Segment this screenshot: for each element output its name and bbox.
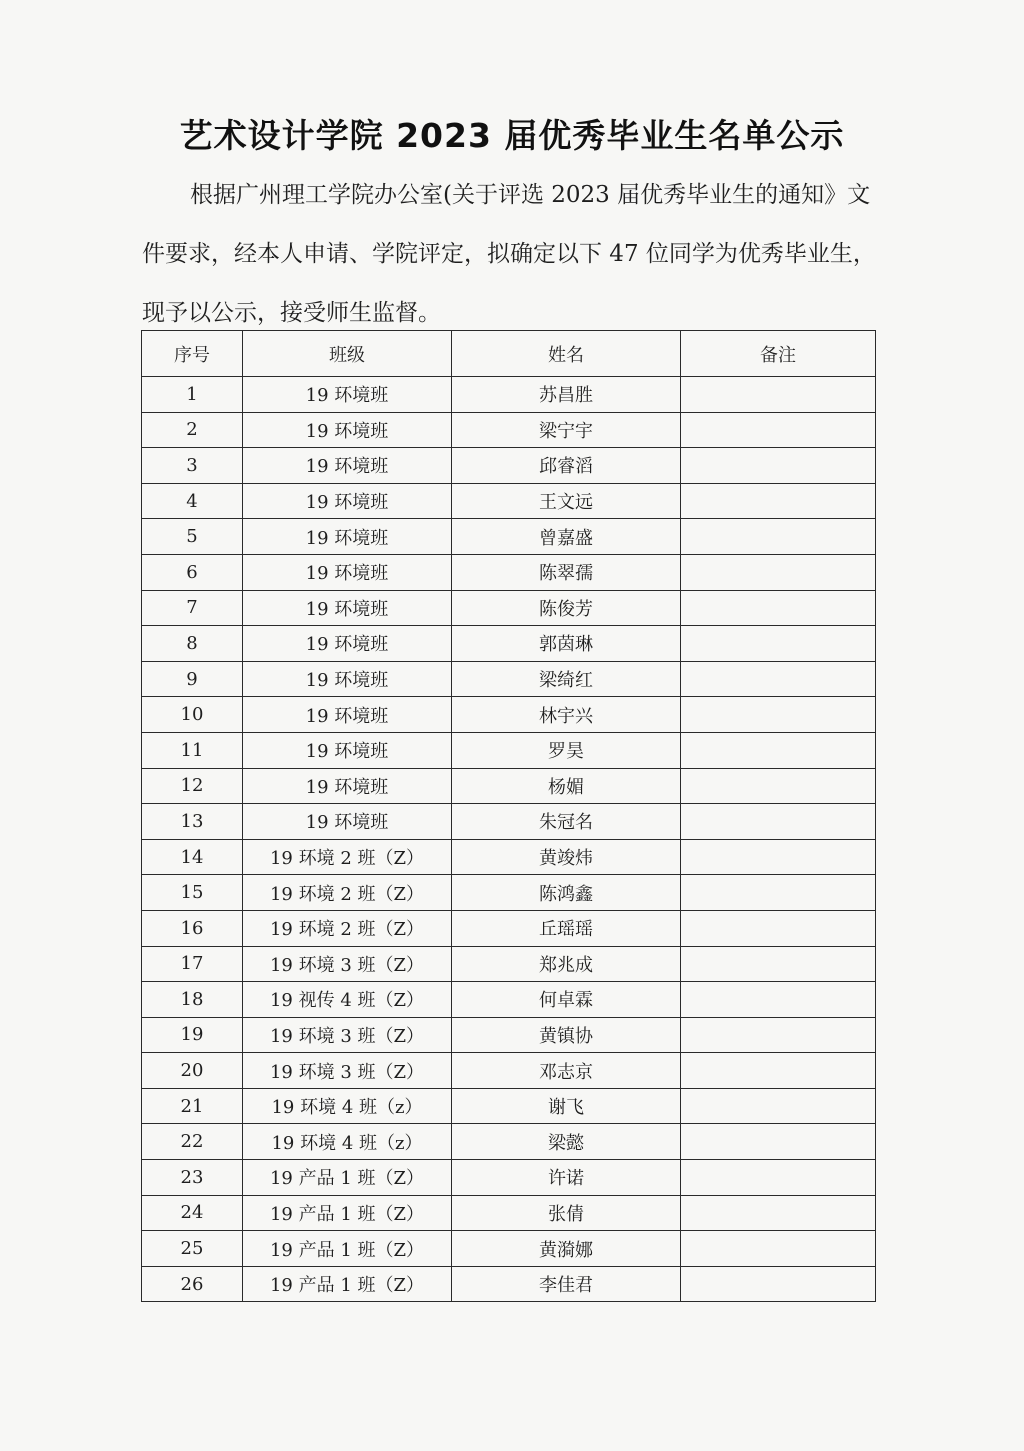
table-row — [142, 554, 876, 590]
table-row — [142, 839, 876, 875]
cell-note — [681, 875, 876, 911]
cell-number: 13 — [142, 804, 243, 840]
cell-name: 郭茵琳 — [452, 626, 681, 662]
table-header-row — [142, 331, 876, 377]
cell-number: 9 — [142, 661, 243, 697]
cell-note — [681, 1053, 876, 1089]
cell-class: 19 产品 1 班（Z） — [243, 1160, 452, 1196]
table-body — [142, 377, 876, 1302]
header-class: 班级 — [243, 331, 452, 377]
cell-note — [681, 1160, 876, 1196]
cell-name: 邓志京 — [452, 1053, 681, 1089]
cell-name: 罗昊 — [452, 732, 681, 768]
table-row — [142, 590, 876, 626]
cell-number: 18 — [142, 982, 243, 1018]
table-row — [142, 768, 876, 804]
cell-number: 12 — [142, 768, 243, 804]
cell-name: 邱睿滔 — [452, 448, 681, 484]
cell-name: 王文远 — [452, 483, 681, 519]
cell-note — [681, 1231, 876, 1267]
cell-class: 19 环境班 — [243, 377, 452, 413]
cell-note — [681, 661, 876, 697]
cell-note — [681, 377, 876, 413]
header-number: 序号 — [142, 331, 243, 377]
cell-name: 陈俊芳 — [452, 590, 681, 626]
cell-note — [681, 448, 876, 484]
cell-name: 何卓霖 — [452, 982, 681, 1018]
cell-note — [681, 554, 876, 590]
cell-name: 李佳君 — [452, 1266, 681, 1302]
cell-name: 朱冠名 — [452, 804, 681, 840]
table-row — [142, 982, 876, 1018]
cell-number: 26 — [142, 1266, 243, 1302]
cell-name: 梁宁宇 — [452, 412, 681, 448]
cell-number: 22 — [142, 1124, 243, 1160]
cell-class: 19 环境 4 班（z） — [243, 1088, 452, 1124]
table-row — [142, 412, 876, 448]
table-row — [142, 448, 876, 484]
cell-note — [681, 1195, 876, 1231]
cell-note — [681, 1017, 876, 1053]
cell-note — [681, 412, 876, 448]
cell-class: 19 环境 2 班（Z） — [243, 910, 452, 946]
cell-class: 19 环境班 — [243, 732, 452, 768]
cell-class: 19 环境 4 班（z） — [243, 1124, 452, 1160]
table-row — [142, 483, 876, 519]
table-row — [142, 1088, 876, 1124]
cell-number: 4 — [142, 483, 243, 519]
cell-class: 19 环境班 — [243, 554, 452, 590]
cell-number: 19 — [142, 1017, 243, 1053]
table-row — [142, 1266, 876, 1302]
cell-number: 2 — [142, 412, 243, 448]
cell-class: 19 环境 3 班（Z） — [243, 946, 452, 982]
cell-name: 丘瑶瑶 — [452, 910, 681, 946]
cell-number: 21 — [142, 1088, 243, 1124]
cell-name: 梁懿 — [452, 1124, 681, 1160]
cell-number: 20 — [142, 1053, 243, 1089]
cell-name: 陈鸿鑫 — [452, 875, 681, 911]
table-row — [142, 1231, 876, 1267]
cell-number: 14 — [142, 839, 243, 875]
table-row — [142, 946, 876, 982]
cell-number: 6 — [142, 554, 243, 590]
cell-number: 25 — [142, 1231, 243, 1267]
cell-name: 黄竣炜 — [452, 839, 681, 875]
cell-name: 陈翠孺 — [452, 554, 681, 590]
cell-class: 19 视传 4 班（Z） — [243, 982, 452, 1018]
cell-note — [681, 946, 876, 982]
cell-note — [681, 982, 876, 1018]
cell-note — [681, 839, 876, 875]
cell-class: 19 环境班 — [243, 804, 452, 840]
cell-class: 19 环境班 — [243, 519, 452, 555]
cell-class: 19 环境班 — [243, 768, 452, 804]
cell-note — [681, 626, 876, 662]
header-name: 姓名 — [452, 331, 681, 377]
cell-note — [681, 1266, 876, 1302]
graduate-table — [141, 330, 876, 1302]
table-row — [142, 661, 876, 697]
cell-note — [681, 590, 876, 626]
cell-number: 10 — [142, 697, 243, 733]
cell-class: 19 环境 3 班（Z） — [243, 1053, 452, 1089]
table-row — [142, 732, 876, 768]
cell-name: 杨媚 — [452, 768, 681, 804]
cell-class: 19 环境班 — [243, 412, 452, 448]
cell-name: 曾嘉盛 — [452, 519, 681, 555]
cell-number: 24 — [142, 1195, 243, 1231]
cell-class: 19 环境 2 班（Z） — [243, 875, 452, 911]
table-row — [142, 1124, 876, 1160]
cell-name: 张倩 — [452, 1195, 681, 1231]
cell-number: 1 — [142, 377, 243, 413]
table-row — [142, 1053, 876, 1089]
table-row — [142, 697, 876, 733]
cell-number: 23 — [142, 1160, 243, 1196]
cell-name: 黄镇协 — [452, 1017, 681, 1053]
cell-name: 苏昌胜 — [452, 377, 681, 413]
cell-number: 16 — [142, 910, 243, 946]
cell-name: 黄漪娜 — [452, 1231, 681, 1267]
table-row — [142, 875, 876, 911]
cell-note — [681, 768, 876, 804]
table-row — [142, 377, 876, 413]
cell-note — [681, 732, 876, 768]
cell-class: 19 产品 1 班（Z） — [243, 1231, 452, 1267]
table-row — [142, 1160, 876, 1196]
cell-number: 11 — [142, 732, 243, 768]
cell-name: 梁绮红 — [452, 661, 681, 697]
cell-number: 17 — [142, 946, 243, 982]
cell-note — [681, 519, 876, 555]
cell-note — [681, 697, 876, 733]
cell-class: 19 产品 1 班（Z） — [243, 1195, 452, 1231]
cell-number: 15 — [142, 875, 243, 911]
cell-class: 19 环境班 — [243, 448, 452, 484]
cell-number: 8 — [142, 626, 243, 662]
intro-paragraph-text: 根据广州理工学院办公室(关于评选 2023 届优秀毕业生的通知》文件要求，经本人申请、学院评定，拟确定以下 47 位同学为优秀毕业生，现予以公示，接受师生监督。 — [142, 182, 876, 326]
table-row — [142, 1195, 876, 1231]
cell-number: 3 — [142, 448, 243, 484]
table-row — [142, 804, 876, 840]
cell-class: 19 环境班 — [243, 483, 452, 519]
cell-number: 5 — [142, 519, 243, 555]
cell-name: 谢飞 — [452, 1088, 681, 1124]
cell-class: 19 环境班 — [243, 661, 452, 697]
table-row — [142, 1017, 876, 1053]
cell-note — [681, 804, 876, 840]
cell-note — [681, 1124, 876, 1160]
cell-name: 林宇兴 — [452, 697, 681, 733]
cell-note — [681, 483, 876, 519]
cell-name: 许诺 — [452, 1160, 681, 1196]
cell-name: 郑兆成 — [452, 946, 681, 982]
table-row — [142, 519, 876, 555]
cell-class: 19 产品 1 班（Z） — [243, 1266, 452, 1302]
cell-note — [681, 910, 876, 946]
cell-class: 19 环境班 — [243, 626, 452, 662]
cell-class: 19 环境班 — [243, 590, 452, 626]
intro-paragraph — [142, 166, 882, 343]
table-row — [142, 910, 876, 946]
header-note: 备注 — [681, 331, 876, 377]
cell-class: 19 环境 2 班（Z） — [243, 839, 452, 875]
table-row — [142, 626, 876, 662]
cell-class: 19 环境班 — [243, 697, 452, 733]
cell-number: 7 — [142, 590, 243, 626]
cell-note — [681, 1088, 876, 1124]
page-title: 艺术设计学院 2023 届优秀毕业生名单公示 — [179, 116, 845, 155]
cell-class: 19 环境 3 班（Z） — [243, 1017, 452, 1053]
